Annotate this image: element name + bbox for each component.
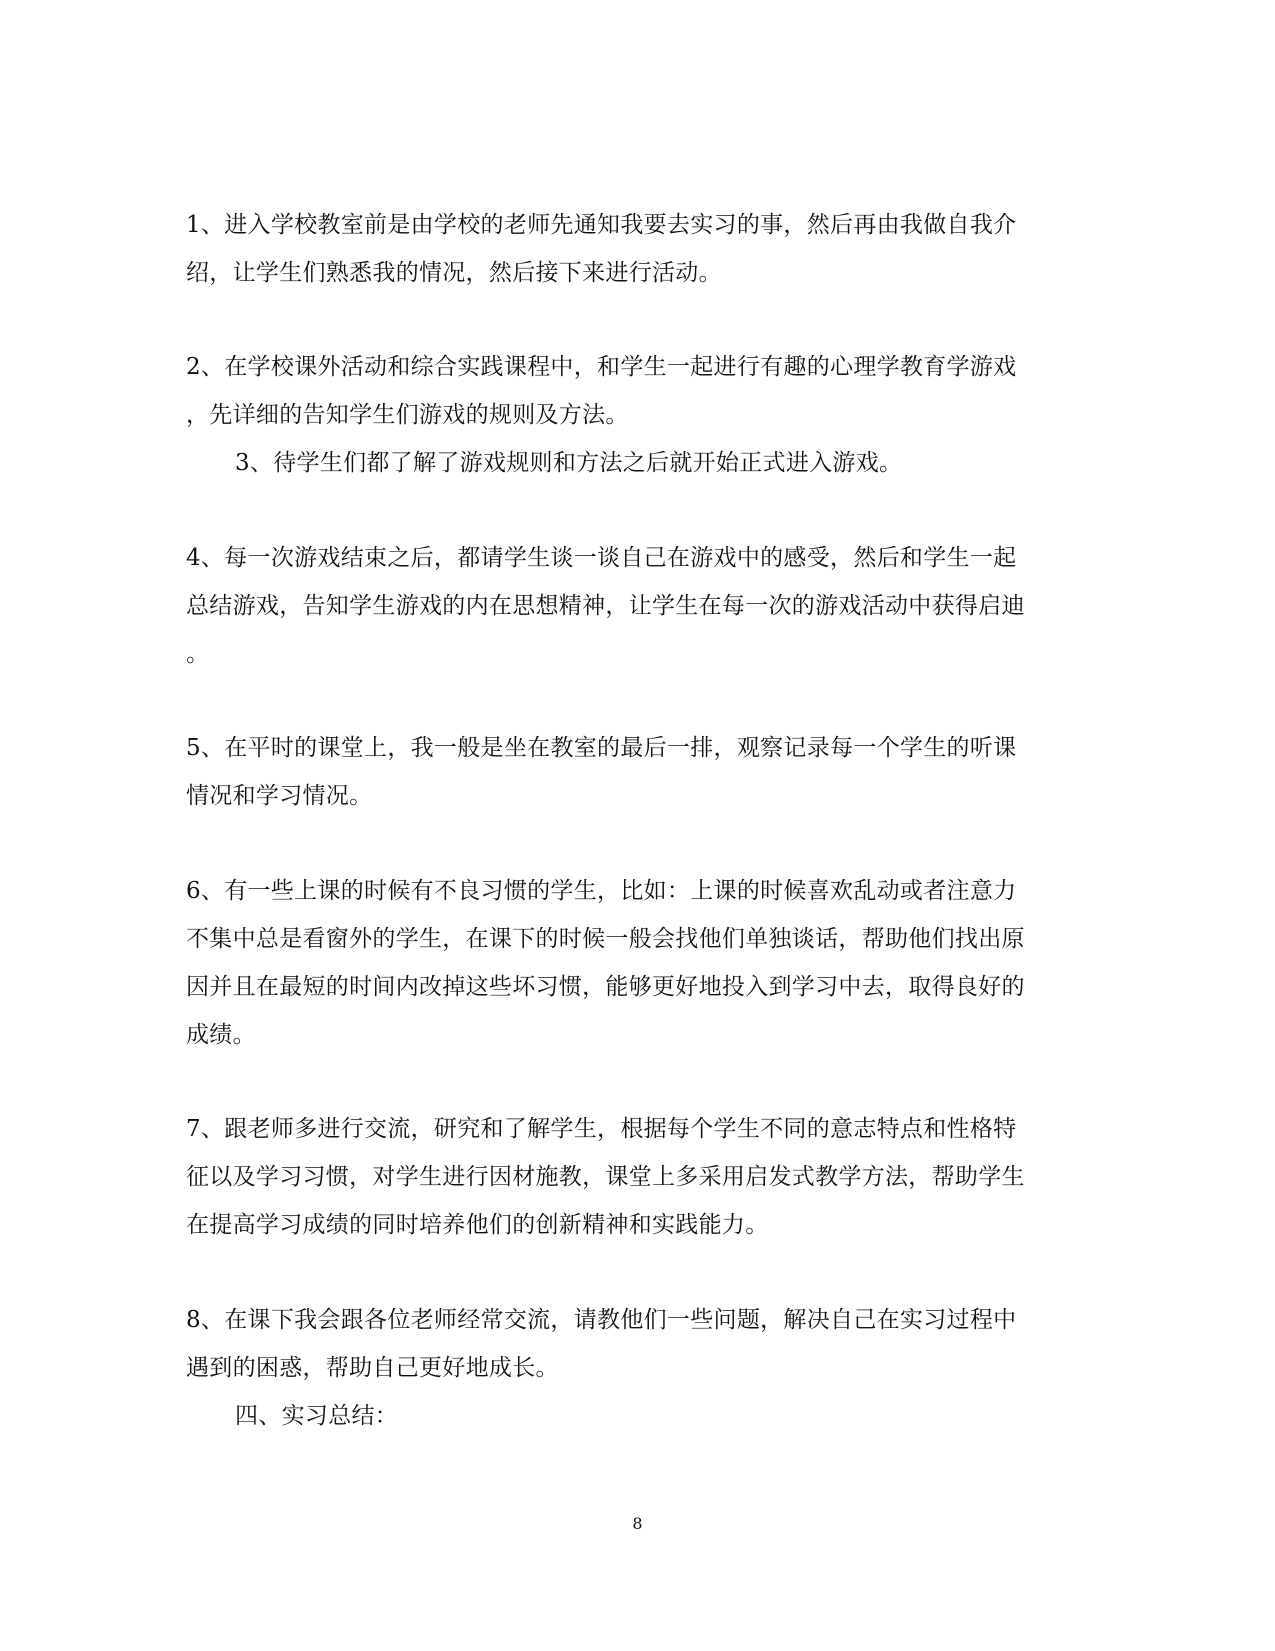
text-line: 2、在学校课外活动和综合实践课程中，和学生一起进行有趣的心理学教育学游戏 xyxy=(186,354,1017,380)
text-line: 3、待学生们都了解了游戏规则和方法之后就开始正式进入游戏。 xyxy=(235,450,903,476)
text-line: 征以及学习习惯，对学生进行因材施教，课堂上多采用启发式教学方法，帮助学生 xyxy=(186,1164,1025,1190)
text-line: 4、每一次游戏结束之后，都请学生谈一谈自己在游戏中的感受，然后和学生一起 xyxy=(186,545,1017,571)
text-line: 6、有一些上课的时候有不良习惯的学生，比如：上课的时候喜欢乱动或者注意力 xyxy=(186,878,1017,904)
text-line: 总结游戏，告知学生游戏的内在思想精神，让学生在每一次的游戏活动中获得启迪 xyxy=(186,593,1025,619)
text-line: 不集中总是看窗外的学生，在课下的时候一般会找他们单独谈话，帮助他们找出原 xyxy=(186,926,1025,952)
text-line: 情况和学习情况。 xyxy=(186,783,373,809)
text-line: 成绩。 xyxy=(186,1022,256,1048)
text-line: 7、跟老师多进行交流，研究和了解学生，根据每个学生不同的意志特点和性格特 xyxy=(186,1116,1017,1142)
text-line: 1、进入学校教室前是由学校的老师先通知我要去实习的事，然后再由我做自我介 xyxy=(186,212,1017,238)
section-heading: 四、实习总结： xyxy=(235,1403,399,1429)
text-line: 5、在平时的课堂上，我一般是坐在教室的最后一排，观察记录每一个学生的听课 xyxy=(186,735,1017,761)
text-line: ，先详细的告知学生们游戏的规则及方法。 xyxy=(186,402,629,428)
text-line: 。 xyxy=(186,641,210,667)
text-line: 在提高学习成绩的同时培养他们的创新精神和实践能力。 xyxy=(186,1212,769,1238)
text-line: 因并且在最短的时间内改掉这些坏习惯，能够更好地投入到学习中去，取得良好的 xyxy=(186,974,1025,1000)
text-line: 绍，让学生们熟悉我的情况，然后接下来进行活动。 xyxy=(186,260,722,286)
page-number: 8 xyxy=(632,1514,643,1533)
text-line: 遇到的困惑，帮助自己更好地成长。 xyxy=(186,1355,559,1381)
text-line: 8、在课下我会跟各位老师经常交流，请教他们一些问题，解决自己在实习过程中 xyxy=(186,1307,1017,1333)
